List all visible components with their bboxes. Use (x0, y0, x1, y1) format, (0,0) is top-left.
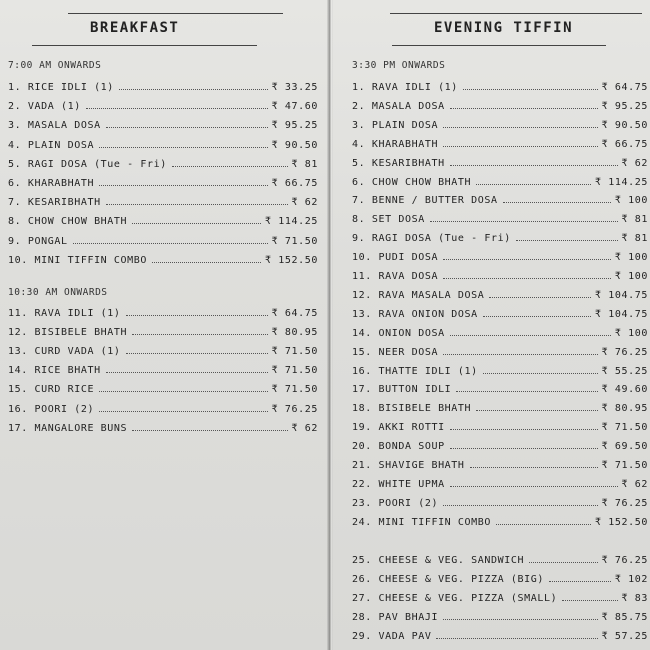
item-name: 27. CHEESE & VEG. PIZZA (SMALL) (352, 593, 558, 604)
item-price: ₹ 66.75 (271, 178, 318, 189)
item-name: 10. MINI TIFFIN COMBO (8, 254, 148, 266)
dot-leader (152, 262, 261, 263)
menu-item (8, 324, 318, 338)
item-price: ₹ 100 (614, 271, 648, 282)
item-name: 8. CHOW CHOW BHATH (8, 216, 128, 228)
item-price: ₹ 76.25 (601, 497, 648, 509)
menu-item (352, 287, 648, 301)
dot-leader (443, 619, 598, 620)
menu-item (352, 514, 648, 528)
item-price: ₹ 71.50 (601, 422, 648, 434)
item-name: 6. KHARABHATH (8, 178, 95, 189)
item-name: 17. BUTTON IDLI (352, 384, 452, 396)
item-price: ₹ 64.75 (601, 82, 648, 93)
item-price: ₹ 95.25 (271, 120, 318, 132)
page-fold (327, 0, 333, 650)
item-name: 24. MINI TIFFIN COMBO (352, 516, 492, 528)
breakfast-column (8, 0, 318, 650)
item-name: 7. KESARIBHATH (8, 197, 101, 209)
item-name: 5. RAGI DOSA (Tue - Fri) (8, 158, 167, 170)
dot-leader (529, 562, 598, 563)
item-name: 15. NEER DOSA (352, 346, 439, 358)
item-price: ₹ 33.25 (271, 82, 318, 93)
dot-leader (172, 166, 288, 167)
dot-leader (450, 486, 618, 487)
item-price: ₹ 100 (614, 252, 648, 264)
menu-item (352, 400, 648, 414)
dot-leader (132, 430, 287, 431)
item-price: ₹ 66.75 (601, 138, 648, 150)
menu-item (8, 117, 318, 131)
dot-leader (450, 335, 611, 336)
menu-item (352, 628, 648, 642)
dot-leader (483, 316, 591, 317)
dot-leader (430, 221, 618, 222)
item-price: ₹ 85.75 (601, 612, 648, 623)
dot-leader (470, 467, 598, 468)
item-name: 22. WHITE UPMA (352, 478, 445, 490)
dot-leader (443, 259, 611, 260)
item-name: 18. BISIBELE BHATH (352, 403, 472, 415)
menu-item (352, 230, 648, 244)
dot-leader (450, 165, 618, 166)
item-name: 23. POORI (2) (352, 497, 439, 509)
menu-item (352, 155, 648, 169)
item-name: 4. PLAIN DOSA (8, 139, 95, 151)
item-name: 5. KESARIBHATH (352, 157, 445, 169)
dot-leader (489, 297, 591, 298)
menu-item (352, 590, 648, 604)
menu-item (352, 249, 648, 263)
dot-leader (443, 505, 598, 506)
dot-leader (450, 108, 598, 109)
breakfast-heading: BREAKFAST (90, 20, 180, 36)
menu-item (352, 344, 648, 358)
dot-leader (443, 127, 598, 128)
menu-item (8, 381, 318, 395)
menu-item (8, 156, 318, 170)
menu-item (8, 362, 318, 376)
item-price: ₹ 90.50 (271, 139, 318, 151)
item-name: 13. RAVA ONION DOSA (352, 308, 478, 320)
item-price: ₹ 71.50 (271, 235, 318, 247)
menu-item (352, 325, 648, 339)
dot-leader (126, 353, 268, 354)
item-name: 13. CURD VADA (1) (8, 346, 121, 358)
menu-item (8, 194, 318, 208)
item-price: ₹ 104.75 (595, 308, 648, 320)
item-price: ₹ 76.25 (271, 403, 318, 415)
dot-leader (126, 315, 268, 316)
item-price: ₹ 71.50 (271, 365, 318, 377)
dot-leader (99, 185, 268, 186)
menu-item (352, 381, 648, 395)
dot-leader (73, 243, 268, 244)
menu-item (352, 495, 648, 509)
menu-item (8, 175, 318, 189)
menu-item (352, 79, 648, 93)
item-price: ₹ 62 (291, 422, 318, 434)
menu-item (8, 98, 318, 112)
item-name: 11. RAVA IDLI (1) (8, 308, 121, 319)
item-price: ₹ 49.60 (601, 384, 648, 396)
item-name: 7. BENNE / BUTTER DOSA (352, 195, 498, 207)
item-name: 8. SET DOSA (352, 214, 425, 226)
menu-item (352, 476, 648, 490)
menu-item (352, 174, 648, 188)
dot-leader (450, 429, 598, 430)
item-name: 6. CHOW CHOW BHATH (352, 176, 472, 188)
menu-item (352, 136, 648, 150)
item-name: 11. RAVA DOSA (352, 271, 439, 282)
dot-leader (132, 223, 261, 224)
menu-item (8, 343, 318, 357)
item-price: ₹ 95.25 (601, 100, 648, 112)
dot-leader (86, 108, 268, 109)
menu-item (352, 306, 648, 320)
item-price: ₹ 62 (291, 197, 318, 209)
menu-item (352, 211, 648, 225)
item-name: 26. CHEESE & VEG. PIZZA (BIG) (352, 574, 544, 585)
item-name: 14. RICE BHATH (8, 365, 101, 377)
dot-leader (106, 127, 268, 128)
item-price: ₹ 57.25 (601, 631, 648, 642)
item-price: ₹ 71.50 (601, 460, 648, 471)
item-price: ₹ 114.25 (265, 216, 318, 228)
item-price: ₹ 71.50 (271, 346, 318, 358)
item-name: 1. RICE IDLI (1) (8, 82, 114, 93)
item-name: 20. BONDA SOUP (352, 441, 445, 453)
item-price: ₹ 100 (614, 195, 648, 207)
menu-item (352, 419, 648, 433)
dot-leader (516, 240, 618, 241)
item-name: 3. MASALA DOSA (8, 120, 101, 132)
section-label: 3:30 PM ONWARDS (352, 60, 446, 71)
dot-leader (443, 146, 598, 147)
item-name: 10. PUDI DOSA (352, 252, 439, 264)
item-price: ₹ 62 (621, 478, 648, 490)
item-name: 14. ONION DOSA (352, 327, 445, 339)
menu-item (8, 79, 318, 93)
item-name: 16. POORI (2) (8, 403, 95, 415)
menu-item (352, 363, 648, 377)
menu-item (352, 571, 648, 585)
dot-leader (483, 373, 598, 374)
item-price: ₹ 90.50 (601, 119, 648, 131)
dot-leader (99, 411, 268, 412)
item-price: ₹ 80.95 (601, 403, 648, 415)
dot-leader (562, 600, 617, 601)
dot-leader (443, 278, 611, 279)
item-price: ₹ 47.60 (271, 101, 318, 113)
dot-leader (436, 638, 597, 639)
menu-item (352, 268, 648, 282)
item-price: ₹ 102 (614, 574, 648, 585)
item-price: ₹ 152.50 (595, 516, 648, 528)
dot-leader (119, 89, 268, 90)
menu-item (8, 420, 318, 434)
item-price: ₹ 64.75 (271, 308, 318, 319)
item-price: ₹ 104.75 (595, 289, 648, 301)
section-label: 10:30 AM ONWARDS (8, 287, 108, 298)
item-price: ₹ 114.25 (595, 176, 648, 188)
evening-tiffin-column (352, 0, 648, 650)
dot-leader (106, 372, 268, 373)
item-name: 9. PONGAL (8, 235, 68, 247)
dot-leader (476, 410, 597, 411)
item-name: 4. KHARABHATH (352, 138, 439, 150)
item-name: 19. AKKI ROTTI (352, 422, 445, 434)
menu-item (8, 401, 318, 415)
item-name: 2. VADA (1) (8, 101, 81, 113)
item-name: 12. RAVA MASALA DOSA (352, 289, 485, 301)
menu-item (8, 137, 318, 151)
dot-leader (463, 89, 598, 90)
dot-leader (456, 391, 597, 392)
item-name: 29. VADA PAV (352, 631, 432, 642)
menu-item (352, 117, 648, 131)
menu-item (8, 233, 318, 247)
dot-leader (106, 204, 288, 205)
item-price: ₹ 100 (614, 327, 648, 339)
heading-rule-bottom (392, 45, 606, 46)
item-price: ₹ 152.50 (265, 254, 318, 266)
item-name: 28. PAV BHAJI (352, 612, 439, 623)
menu-item (352, 98, 648, 112)
item-name: 21. SHAVIGE BHATH (352, 460, 465, 471)
heading-rule-bottom (32, 45, 257, 46)
menu-item (352, 192, 648, 206)
dot-leader (132, 334, 267, 335)
item-name: 3. PLAIN DOSA (352, 119, 439, 131)
dot-leader (450, 448, 598, 449)
menu-item (352, 609, 648, 623)
item-price: ₹ 69.50 (601, 441, 648, 453)
section-label: 7:00 AM ONWARDS (8, 60, 102, 71)
evening-tiffin-heading: EVENING TIFFIN (434, 20, 574, 36)
item-name: 1. RAVA IDLI (1) (352, 82, 458, 93)
item-name: 9. RAGI DOSA (Tue - Fri) (352, 233, 511, 245)
item-price: ₹ 71.50 (271, 384, 318, 396)
menu-item (352, 457, 648, 471)
item-name: 17. MANGALORE BUNS (8, 422, 128, 434)
menu-item (352, 552, 648, 566)
dot-leader (549, 581, 611, 582)
item-name: 16. THATTE IDLI (1) (352, 365, 478, 377)
dot-leader (476, 184, 591, 185)
menu-item (352, 438, 648, 452)
item-price: ₹ 81 (621, 233, 648, 245)
item-price: ₹ 81 (621, 214, 648, 226)
item-name: 2. MASALA DOSA (352, 100, 445, 112)
item-price: ₹ 76.25 (601, 346, 648, 358)
heading-rule-top (68, 13, 283, 14)
item-price: ₹ 83 (621, 593, 648, 604)
item-price: ₹ 76.25 (601, 555, 648, 566)
menu-item (8, 305, 318, 319)
menu-item (8, 213, 318, 227)
dot-leader (443, 354, 598, 355)
heading-rule-top (390, 13, 642, 14)
item-price: ₹ 55.25 (601, 365, 648, 377)
item-price: ₹ 81 (291, 158, 318, 170)
item-name: 12. BISIBELE BHATH (8, 327, 128, 339)
item-price: ₹ 80.95 (271, 327, 318, 339)
item-name: 15. CURD RICE (8, 384, 95, 396)
dot-leader (99, 147, 268, 148)
item-name: 25. CHEESE & VEG. SANDWICH (352, 555, 525, 566)
dot-leader (496, 524, 591, 525)
dot-leader (503, 202, 611, 203)
dot-leader (99, 391, 268, 392)
menu-item (8, 252, 318, 266)
item-price: ₹ 62 (621, 157, 648, 169)
